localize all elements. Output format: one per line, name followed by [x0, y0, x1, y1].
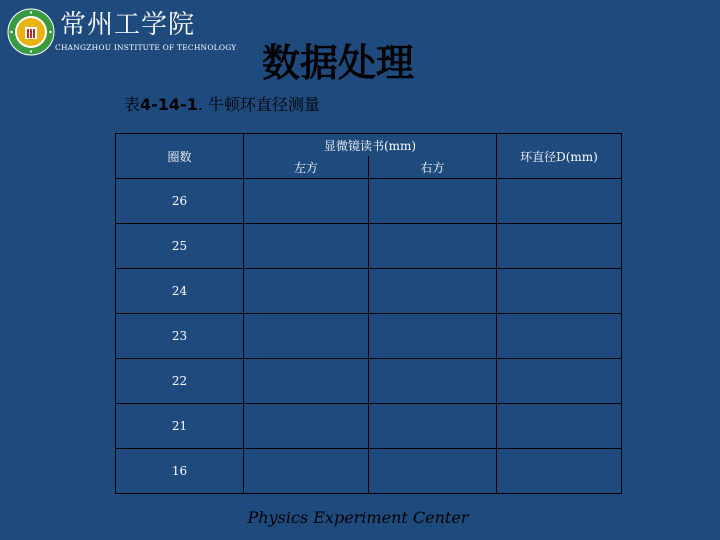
school-logo-icon	[7, 8, 55, 56]
newton-ring-table	[115, 133, 622, 494]
header-left: 左方	[244, 156, 369, 179]
table-row	[116, 224, 622, 269]
table-caption	[124, 92, 320, 115]
school-name-english: CHANGZHOU INSTITUTE OF TECHNOLOGY	[55, 43, 237, 52]
header-ring-diameter: 环直径D(mm)	[497, 134, 622, 179]
row-diameter-cell[interactable]	[497, 449, 622, 494]
row-right-cell[interactable]	[369, 449, 497, 494]
row-diameter-cell[interactable]	[497, 269, 622, 314]
row-right-cell[interactable]	[369, 179, 497, 224]
page-title: 数据处理	[262, 40, 415, 85]
row-right-cell[interactable]	[369, 224, 497, 269]
row-left-cell[interactable]	[244, 269, 369, 314]
table-row	[116, 449, 622, 494]
row-diameter-cell[interactable]	[497, 404, 622, 449]
row-left-cell[interactable]	[244, 179, 369, 224]
row-circle-cell: 25	[116, 224, 244, 269]
caption-text: . 牛顿环直径测量	[197, 95, 321, 114]
row-circle-cell: 21	[116, 404, 244, 449]
header-circle-count: 圈数	[116, 134, 244, 179]
row-right-cell[interactable]	[369, 269, 497, 314]
row-circle-cell: 22	[116, 359, 244, 404]
row-diameter-cell[interactable]	[497, 359, 622, 404]
row-left-cell[interactable]	[244, 314, 369, 359]
row-circle-cell: 16	[116, 449, 244, 494]
table-row	[116, 269, 622, 314]
row-right-cell[interactable]	[369, 359, 497, 404]
footer-text: Physics Experiment Center	[247, 508, 469, 527]
row-right-cell[interactable]	[369, 404, 497, 449]
row-circle-cell: 26	[116, 179, 244, 224]
table-row	[116, 404, 622, 449]
table-row	[116, 179, 622, 224]
row-circle-cell: 24	[116, 269, 244, 314]
row-left-cell[interactable]	[244, 224, 369, 269]
row-left-cell[interactable]	[244, 359, 369, 404]
header-microscope-reading: 显微镜读书(mm)	[244, 134, 497, 157]
row-diameter-cell[interactable]	[497, 179, 622, 224]
caption-prefix: 表	[124, 95, 141, 114]
caption-number: 4-14-1	[140, 95, 198, 114]
header-right: 右方	[369, 156, 497, 179]
row-diameter-cell[interactable]	[497, 224, 622, 269]
row-diameter-cell[interactable]	[497, 314, 622, 359]
row-right-cell[interactable]	[369, 314, 497, 359]
row-left-cell[interactable]	[244, 449, 369, 494]
school-name-chinese: 常州工学院	[60, 10, 196, 40]
row-left-cell[interactable]	[244, 404, 369, 449]
table-row	[116, 359, 622, 404]
table-row	[116, 314, 622, 359]
row-circle-cell: 23	[116, 314, 244, 359]
